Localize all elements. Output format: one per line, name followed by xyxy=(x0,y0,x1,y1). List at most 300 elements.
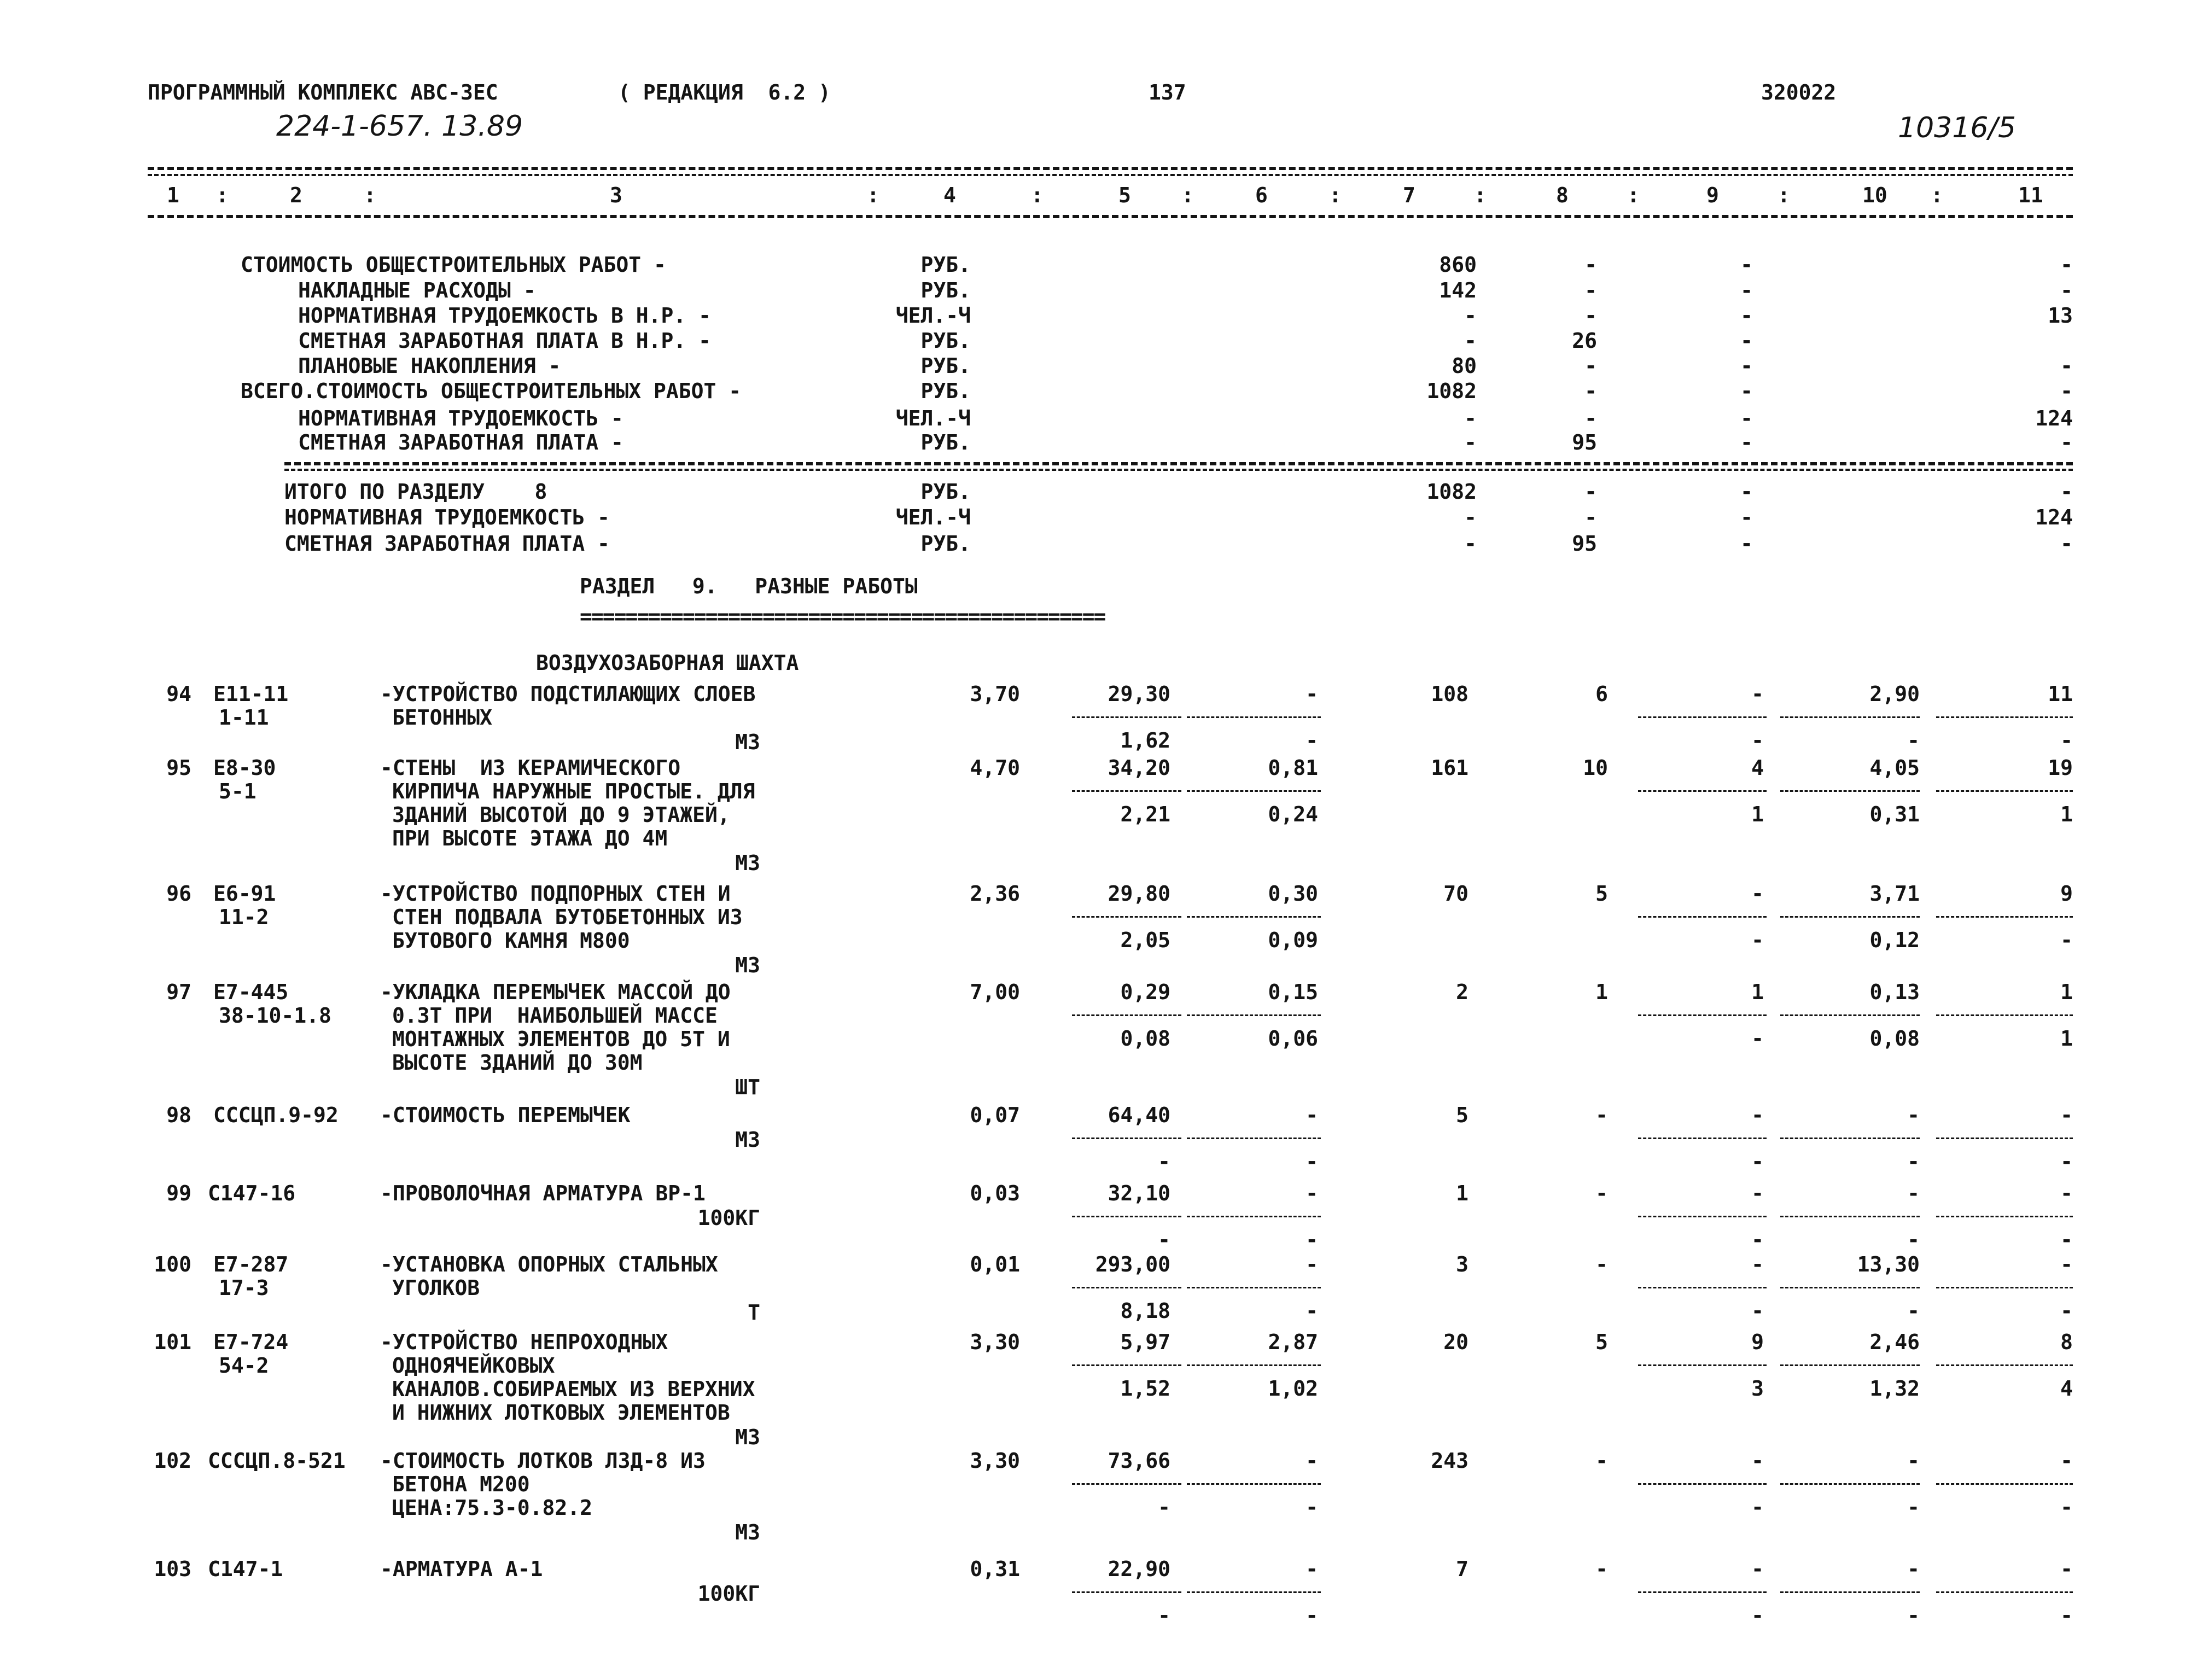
item-col9-bottom: - xyxy=(1751,928,1764,952)
item-quantity: 0,07 xyxy=(970,1103,1020,1127)
item-col10-bottom: - xyxy=(1907,1150,1920,1174)
item-wage-total: - xyxy=(1595,1103,1608,1127)
item-col10-bottom: - xyxy=(1907,1228,1920,1252)
sub-rule-col11 xyxy=(1936,1138,2073,1139)
summary-col9: - xyxy=(1740,253,1753,277)
summary-col11: - xyxy=(2060,278,2073,302)
item-machine-cost: 0,30 xyxy=(1268,882,1318,906)
item-unit-wage: 2,21 xyxy=(1120,802,1170,826)
item-description: -СТОИМОСТЬ ПЕРЕМЫЧЕК xyxy=(380,1103,631,1127)
page-number: 137 xyxy=(1149,80,1186,104)
item-number: 103 xyxy=(154,1557,191,1581)
summary-col11: - xyxy=(2060,253,2073,277)
item-description: ВЫСОТЕ ЗДАНИЙ ДО 30М xyxy=(392,1051,643,1075)
summary-unit: РУБ. xyxy=(920,253,971,277)
sub-rule-col9 xyxy=(1638,1591,1767,1593)
summary-divider xyxy=(284,462,2073,465)
sub-rule-col5 xyxy=(1072,716,1181,718)
item-col11-top: 9 xyxy=(2060,882,2073,906)
summary-label: СТОИМОСТЬ ОБЩЕСТРОИТЕЛЬНЫХ РАБОТ - xyxy=(241,253,666,277)
item-unit: Т xyxy=(748,1300,760,1325)
item-col11-top: 11 xyxy=(2048,682,2073,706)
item-quantity: 7,00 xyxy=(970,980,1020,1004)
column-separator-7: : xyxy=(1474,183,1487,207)
item-unit-price: 64,40 xyxy=(1108,1103,1170,1127)
item-total-cost: 20 xyxy=(1443,1330,1468,1354)
item-col10-top: - xyxy=(1907,1103,1920,1127)
item-machine-cost: - xyxy=(1306,1181,1318,1205)
handwritten-reference: 10316/5 xyxy=(1898,112,2017,144)
edition-label: ( РЕДАКЦИЯ 6.2 ) xyxy=(618,80,831,104)
column-header-10: 10 xyxy=(1862,183,1887,207)
summary-col8: - xyxy=(1584,480,1597,504)
sub-rule-col9 xyxy=(1638,716,1767,718)
summary-col11: 124 xyxy=(2035,505,2073,529)
item-col9-bottom: 1 xyxy=(1751,802,1764,826)
item-wage-total: - xyxy=(1595,1252,1608,1276)
item-machine-cost: - xyxy=(1306,682,1318,706)
summary-col9: - xyxy=(1740,532,1753,556)
item-number: 97 xyxy=(166,980,191,1004)
item-description: БУТОВОГО КАМНЯ М800 xyxy=(392,929,630,953)
sub-rule-col5 xyxy=(1072,790,1181,792)
item-unit-wage: 1,62 xyxy=(1120,728,1170,752)
summary-col7: - xyxy=(1464,406,1477,430)
item-machine-wage: 0,09 xyxy=(1268,928,1318,952)
summary-col11: - xyxy=(2060,480,2073,504)
section-underline: ============================================== xyxy=(580,604,1105,628)
item-col9-top: - xyxy=(1751,682,1764,706)
item-unit: М3 xyxy=(735,1425,760,1449)
summary-unit: РУБ. xyxy=(920,532,971,556)
sub-rule-col10 xyxy=(1780,790,1920,792)
sub-rule-col5 xyxy=(1072,916,1181,918)
item-code: СССЦП.8-521 xyxy=(208,1449,346,1473)
sub-rule-col9 xyxy=(1638,1287,1767,1288)
item-col9-bottom: - xyxy=(1751,1150,1764,1174)
summary-unit: РУБ. xyxy=(920,354,971,378)
item-code: Е6-91 xyxy=(213,882,276,906)
item-total-cost: 161 xyxy=(1431,756,1468,780)
item-total-cost: 3 xyxy=(1456,1252,1468,1276)
item-code: Е8-30 xyxy=(213,756,276,780)
item-unit: ШТ xyxy=(735,1075,760,1099)
item-quantity: 0,03 xyxy=(970,1181,1020,1205)
item-col11-bottom: - xyxy=(2060,1603,2073,1628)
column-separator-9: : xyxy=(1778,183,1790,207)
item-col11-top: 1 xyxy=(2060,980,2073,1004)
item-col9-top: 1 xyxy=(1751,980,1764,1004)
handwritten-project-number: 224-1-657. 13.89 xyxy=(276,110,523,143)
item-quantity: 4,70 xyxy=(970,756,1020,780)
item-wage-total: - xyxy=(1595,1181,1608,1205)
item-description: МОНТАЖНЫХ ЭЛЕМЕНТОВ ДО 5Т И xyxy=(392,1027,730,1051)
item-col11-bottom: - xyxy=(2060,928,2073,952)
item-col10-bottom: 0,08 xyxy=(1869,1026,1920,1051)
item-description: -ПРОВОЛОЧНАЯ АРМАТУРА ВР-1 xyxy=(380,1181,706,1205)
sub-rule-col6 xyxy=(1187,1364,1321,1366)
sub-rule-col5 xyxy=(1072,1014,1181,1016)
item-unit-price: 29,80 xyxy=(1108,882,1170,906)
item-description: ПРИ ВЫСОТЕ ЭТАЖА ДО 4М xyxy=(392,826,668,850)
item-machine-cost: - xyxy=(1306,1449,1318,1473)
item-col10-top: 3,71 xyxy=(1869,882,1920,906)
item-col10-top: 13,30 xyxy=(1857,1252,1920,1276)
item-number: 96 xyxy=(166,882,191,906)
column-separator-1: : xyxy=(216,183,229,207)
summary-col9: - xyxy=(1740,480,1753,504)
item-col10-bottom: - xyxy=(1907,728,1920,752)
item-col11-top: - xyxy=(2060,1252,2073,1276)
item-unit: М3 xyxy=(735,851,760,875)
item-quantity: 3,30 xyxy=(970,1330,1020,1354)
summary-col7: 142 xyxy=(1439,278,1477,302)
item-description: ЦЕНА:75.3-0.82.2 xyxy=(392,1496,593,1520)
group-heading: ВОЗДУХОЗАБОРНАЯ ШАХТА xyxy=(536,651,799,675)
summary-col11: 124 xyxy=(2035,406,2073,430)
item-machine-cost: 0,15 xyxy=(1268,980,1318,1004)
column-header-5: 5 xyxy=(1118,183,1131,207)
item-col9-top: - xyxy=(1751,1103,1764,1127)
summary-col8: - xyxy=(1584,505,1597,529)
item-code: С147-16 xyxy=(208,1181,296,1205)
summary-col9: - xyxy=(1740,379,1753,403)
item-col10-top: - xyxy=(1907,1449,1920,1473)
item-description: БЕТОНА М200 xyxy=(392,1472,530,1496)
item-unit-wage: 0,08 xyxy=(1120,1026,1170,1051)
summary-unit: РУБ. xyxy=(920,480,971,504)
item-unit-wage: 2,05 xyxy=(1120,928,1170,952)
item-total-cost: 243 xyxy=(1431,1449,1468,1473)
sub-rule-col10 xyxy=(1780,1364,1920,1366)
item-col10-top: 4,05 xyxy=(1869,756,1920,780)
program-title: ПРОГРАММНЫЙ КОМПЛЕКС АВС-3ЕС xyxy=(148,80,498,104)
column-separator-10: : xyxy=(1931,183,1943,207)
item-unit-price: 5,97 xyxy=(1120,1330,1170,1354)
item-unit: М3 xyxy=(735,1520,760,1544)
sub-rule-col11 xyxy=(1936,916,2073,918)
item-description: УГОЛКОВ xyxy=(392,1276,480,1300)
column-header-11: 11 xyxy=(2018,183,2043,207)
item-description: -УСТРОЙСТВО ПОДСТИЛАЮЩИХ СЛОЕВ xyxy=(380,682,756,706)
summary-col8: 95 xyxy=(1572,532,1597,556)
sub-rule-col10 xyxy=(1780,1591,1920,1593)
item-code: Е11-11 xyxy=(213,682,289,706)
summary-unit: ЧЕЛ.-Ч xyxy=(895,505,971,529)
item-unit-wage: - xyxy=(1158,1495,1170,1519)
summary-label: ПЛАНОВЫЕ НАКОПЛЕНИЯ - xyxy=(298,354,561,378)
item-wage-total: - xyxy=(1595,1449,1608,1473)
item-description: КАНАЛОВ.СОБИРАЕМЫХ ИЗ ВЕРХНИХ xyxy=(392,1377,755,1401)
item-col11-bottom: - xyxy=(2060,1299,2073,1323)
item-description: ОДНОЯЧЕЙКОВЫХ xyxy=(392,1354,555,1378)
sub-rule-col6 xyxy=(1187,1483,1321,1485)
item-total-cost: 1 xyxy=(1456,1181,1468,1205)
summary-col11: - xyxy=(2060,430,2073,454)
sub-rule-col10 xyxy=(1780,1287,1920,1288)
item-col9-top: - xyxy=(1751,1449,1764,1473)
item-unit-price: 34,20 xyxy=(1108,756,1170,780)
column-separator-3: : xyxy=(867,183,879,207)
item-col11-bottom: 4 xyxy=(2060,1376,2073,1401)
sub-rule-col6 xyxy=(1187,1216,1321,1217)
sub-rule-col6 xyxy=(1187,1138,1321,1139)
column-header-3: 3 xyxy=(610,183,622,207)
sub-rule-col5 xyxy=(1072,1287,1181,1288)
item-col11-top: - xyxy=(2060,1557,2073,1581)
sub-rule-col9 xyxy=(1638,1364,1767,1366)
sub-rule-col9 xyxy=(1638,1483,1767,1485)
item-machine-cost: 0,81 xyxy=(1268,756,1318,780)
item-wage-total: 5 xyxy=(1595,882,1608,906)
item-description: -УСТРОЙСТВО НЕПРОХОДНЫХ xyxy=(380,1330,668,1354)
item-machine-wage: 1,02 xyxy=(1268,1376,1318,1401)
summary-col7: - xyxy=(1464,329,1477,353)
sub-rule-col10 xyxy=(1780,1138,1920,1139)
sub-rule-col5 xyxy=(1072,1138,1181,1139)
summary-label: НОРМАТИВНАЯ ТРУДОЕМКОСТЬ В Н.Р. - xyxy=(298,304,711,328)
sub-rule-col11 xyxy=(1936,716,2073,718)
summary-unit: РУБ. xyxy=(920,329,971,353)
item-total-cost: 7 xyxy=(1456,1557,1468,1581)
item-machine-cost: - xyxy=(1306,1252,1318,1276)
column-header-1: 1 xyxy=(167,183,179,207)
summary-col11: - xyxy=(2060,532,2073,556)
summary-col9: - xyxy=(1740,329,1753,353)
summary-col8: 95 xyxy=(1572,430,1597,454)
item-code: 11-2 xyxy=(219,905,269,929)
item-col11-bottom: 1 xyxy=(2060,802,2073,826)
item-quantity: 2,36 xyxy=(970,882,1020,906)
item-description: -УСТАНОВКА ОПОРНЫХ СТАЛЬНЫХ xyxy=(380,1252,718,1276)
item-code: Е7-445 xyxy=(213,980,289,1004)
item-col10-bottom: - xyxy=(1907,1495,1920,1519)
summary-col11: - xyxy=(2060,354,2073,378)
header-bottom-rule xyxy=(148,215,2073,218)
sub-rule-col11 xyxy=(1936,1014,2073,1016)
item-code: Е7-287 xyxy=(213,1252,289,1276)
item-description: -СТЕНЫ ИЗ КЕРАМИЧЕСКОГО xyxy=(380,756,681,780)
column-header-2: 2 xyxy=(290,183,302,207)
item-number: 95 xyxy=(166,756,191,780)
item-description: -АРМАТУРА А-1 xyxy=(380,1557,543,1581)
item-col10-top: 2,90 xyxy=(1869,682,1920,706)
item-unit-wage: 1,52 xyxy=(1120,1376,1170,1401)
sub-rule-col5 xyxy=(1072,1364,1181,1366)
summary-col7: 80 xyxy=(1452,354,1477,378)
summary-col9: - xyxy=(1740,430,1753,454)
item-code: Е7-724 xyxy=(213,1330,289,1354)
summary-col9: - xyxy=(1740,406,1753,430)
summary-col7: 1082 xyxy=(1426,480,1477,504)
summary-col11: 13 xyxy=(2048,304,2073,328)
item-col11-bottom: - xyxy=(2060,728,2073,752)
item-machine-cost: - xyxy=(1306,1557,1318,1581)
item-unit: 100КГ xyxy=(697,1582,760,1606)
item-unit: М3 xyxy=(735,730,760,754)
summary-col8: - xyxy=(1584,304,1597,328)
summary-label: НОРМАТИВНАЯ ТРУДОЕМКОСТЬ - xyxy=(298,406,623,430)
item-number: 102 xyxy=(154,1449,191,1473)
item-col9-top: 9 xyxy=(1751,1330,1764,1354)
sub-rule-col9 xyxy=(1638,1216,1767,1217)
column-separator-2: : xyxy=(364,183,376,207)
summary-col11: - xyxy=(2060,379,2073,403)
item-unit-wage: - xyxy=(1158,1603,1170,1628)
item-unit-price: 73,66 xyxy=(1108,1449,1170,1473)
sub-rule-col6 xyxy=(1187,716,1321,718)
item-code: 5-1 xyxy=(219,779,257,803)
summary-label: СМЕТНАЯ ЗАРАБОТНАЯ ПЛАТА - xyxy=(298,430,623,454)
item-description: -УКЛАДКА ПЕРЕМЫЧЕК МАССОЙ ДО xyxy=(380,980,731,1004)
item-machine-wage: - xyxy=(1306,1150,1318,1174)
item-col9-bottom: - xyxy=(1751,1299,1764,1323)
item-number: 101 xyxy=(154,1330,191,1354)
item-machine-wage: - xyxy=(1306,1299,1318,1323)
item-quantity: 0,31 xyxy=(970,1557,1020,1581)
item-unit-price: 22,90 xyxy=(1108,1557,1170,1581)
item-col10-top: - xyxy=(1907,1557,1920,1581)
item-col11-top: - xyxy=(2060,1103,2073,1127)
header-top-rule xyxy=(148,167,2073,170)
column-separator-5: : xyxy=(1181,183,1194,207)
item-description: И НИЖНИХ ЛОТКОВЫХ ЭЛЕМЕНТОВ xyxy=(392,1401,730,1425)
sub-rule-col6 xyxy=(1187,916,1321,918)
sub-rule-col11 xyxy=(1936,1287,2073,1288)
item-description: 0.3Т ПРИ НАИБОЛЬШЕЙ МАССЕ xyxy=(392,1004,718,1028)
item-unit: М3 xyxy=(735,953,760,977)
item-unit-wage: - xyxy=(1158,1150,1170,1174)
sub-rule-col11 xyxy=(1936,1364,2073,1366)
column-header-8: 8 xyxy=(1556,183,1569,207)
item-number: 99 xyxy=(166,1181,191,1205)
sub-rule-col5 xyxy=(1072,1591,1181,1593)
sub-rule-col6 xyxy=(1187,1014,1321,1016)
item-col9-bottom: - xyxy=(1751,1228,1764,1252)
item-total-cost: 70 xyxy=(1443,882,1468,906)
sub-rule-col9 xyxy=(1638,790,1767,792)
summary-col9: - xyxy=(1740,278,1753,302)
item-machine-wage: - xyxy=(1306,1603,1318,1628)
sub-rule-col9 xyxy=(1638,1138,1767,1139)
item-total-cost: 108 xyxy=(1431,682,1468,706)
item-description: КИРПИЧА НАРУЖНЫЕ ПРОСТЫЕ. ДЛЯ xyxy=(392,779,755,803)
item-total-cost: 2 xyxy=(1456,980,1468,1004)
item-code: 38-10-1.8 xyxy=(219,1004,331,1028)
column-header-4: 4 xyxy=(943,183,956,207)
summary-unit: РУБ. xyxy=(920,278,971,302)
section-title: РАЗДЕЛ 9. РАЗНЫЕ РАБОТЫ xyxy=(580,574,918,598)
item-col9-bottom: - xyxy=(1751,1026,1764,1051)
column-header-9: 9 xyxy=(1706,183,1719,207)
column-header-6: 6 xyxy=(1255,183,1268,207)
sub-rule-col10 xyxy=(1780,916,1920,918)
item-machine-wage: - xyxy=(1306,728,1318,752)
item-col9-bottom: - xyxy=(1751,1495,1764,1519)
summary-label: СМЕТНАЯ ЗАРАБОТНАЯ ПЛАТА В Н.Р. - xyxy=(298,329,711,353)
item-wage-total: 1 xyxy=(1595,980,1608,1004)
summary-col8: - xyxy=(1584,354,1597,378)
header-top-rule-2 xyxy=(148,174,2073,176)
item-unit-price: 293,00 xyxy=(1095,1252,1170,1276)
item-quantity: 3,30 xyxy=(970,1449,1020,1473)
item-description: -СТОИМОСТЬ ЛОТКОВ ЛЗД-8 ИЗ xyxy=(380,1449,706,1473)
item-code: СССЦП.9-92 xyxy=(213,1103,339,1127)
item-code: 1-11 xyxy=(219,705,269,730)
item-machine-cost: - xyxy=(1306,1103,1318,1127)
summary-col8: - xyxy=(1584,406,1597,430)
summary-col8: - xyxy=(1584,278,1597,302)
column-separator-8: : xyxy=(1627,183,1640,207)
item-col9-top: - xyxy=(1751,1181,1764,1205)
item-unit: 100КГ xyxy=(697,1206,760,1230)
item-col11-top: - xyxy=(2060,1449,2073,1473)
summary-label: НАКЛАДНЫЕ РАСХОДЫ - xyxy=(298,278,536,302)
item-col9-top: - xyxy=(1751,882,1764,906)
sub-rule-col5 xyxy=(1072,1216,1181,1217)
document-code: 320022 xyxy=(1761,80,1837,104)
summary-label: СМЕТНАЯ ЗАРАБОТНАЯ ПЛАТА - xyxy=(284,532,610,556)
item-wage-total: 10 xyxy=(1583,756,1608,780)
item-wage-total: 5 xyxy=(1595,1330,1608,1354)
summary-unit: ЧЕЛ.-Ч xyxy=(895,304,971,328)
item-code: С147-1 xyxy=(208,1557,283,1581)
sub-rule-col10 xyxy=(1780,716,1920,718)
sub-rule-col5 xyxy=(1072,1483,1181,1485)
sub-rule-col10 xyxy=(1780,1216,1920,1217)
item-unit-price: 29,30 xyxy=(1108,682,1170,706)
item-col9-top: 4 xyxy=(1751,756,1764,780)
item-col10-top: - xyxy=(1907,1181,1920,1205)
item-number: 98 xyxy=(166,1103,191,1127)
item-col9-bottom: 3 xyxy=(1751,1376,1764,1401)
item-unit-wage: - xyxy=(1158,1228,1170,1252)
item-col9-bottom: - xyxy=(1751,1603,1764,1628)
summary-divider-2 xyxy=(284,469,2073,471)
summary-col9: - xyxy=(1740,505,1753,529)
sub-rule-col10 xyxy=(1780,1483,1920,1485)
summary-col7: - xyxy=(1464,532,1477,556)
sub-rule-col9 xyxy=(1638,1014,1767,1016)
item-unit-price: 32,10 xyxy=(1108,1181,1170,1205)
item-col11-top: 8 xyxy=(2060,1330,2073,1354)
sub-rule-col11 xyxy=(1936,1591,2073,1593)
sub-rule-col6 xyxy=(1187,790,1321,792)
column-header-7: 7 xyxy=(1403,183,1415,207)
summary-col7: 860 xyxy=(1439,253,1477,277)
summary-col8: - xyxy=(1584,253,1597,277)
item-col10-top: 2,46 xyxy=(1869,1330,1920,1354)
item-code: 17-3 xyxy=(219,1276,269,1300)
item-col10-bottom: 1,32 xyxy=(1869,1376,1920,1401)
summary-col9: - xyxy=(1740,304,1753,328)
item-col10-bottom: - xyxy=(1907,1603,1920,1628)
summary-unit: РУБ. xyxy=(920,379,971,403)
item-description: -УСТРОЙСТВО ПОДПОРНЫХ СТЕН И xyxy=(380,882,731,906)
item-unit-wage: 8,18 xyxy=(1120,1299,1170,1323)
item-col11-bottom: - xyxy=(2060,1495,2073,1519)
sub-rule-col11 xyxy=(1936,1216,2073,1217)
sub-rule-col11 xyxy=(1936,1483,2073,1485)
item-col11-bottom: - xyxy=(2060,1150,2073,1174)
item-code: 54-2 xyxy=(219,1354,269,1378)
item-col10-bottom: 0,31 xyxy=(1869,802,1920,826)
summary-col8: - xyxy=(1584,379,1597,403)
item-total-cost: 5 xyxy=(1456,1103,1468,1127)
item-description: БЕТОННЫХ xyxy=(392,705,493,730)
item-col9-top: - xyxy=(1751,1557,1764,1581)
item-machine-wage: 0,06 xyxy=(1268,1026,1318,1051)
